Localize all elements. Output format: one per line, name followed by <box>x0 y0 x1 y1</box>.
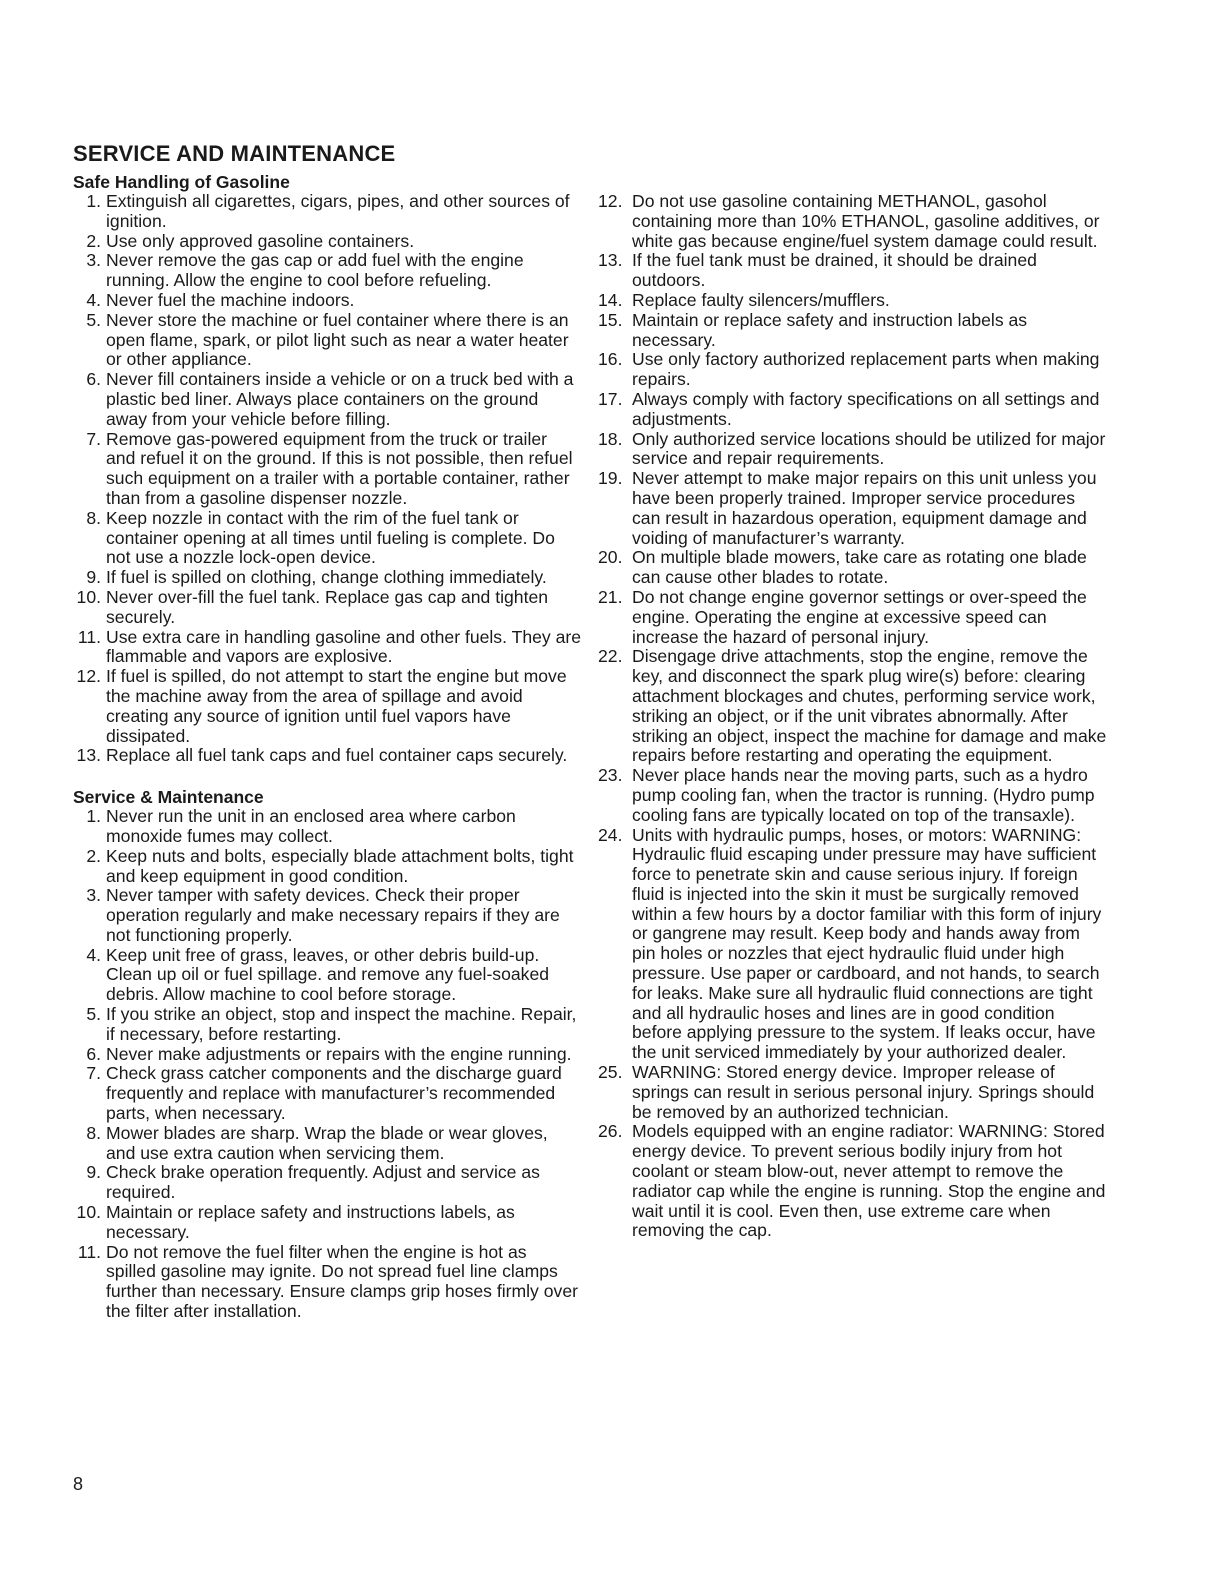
list-item <box>73 192 581 232</box>
list-item <box>598 430 1108 470</box>
list-item <box>598 1063 1108 1122</box>
item-text: Mower blades are sharp. Wrap the blade or wear gloves, and use extra caution when servicing them. <box>106 1122 548 1163</box>
item-text: Never attempt to make major repairs on this unit unless you have been properly trained. Improper service procedures can result in hazardous operation, equipment damage and voiding of manufacturer’s warranty. <box>632 468 1097 548</box>
list-item <box>73 1064 581 1123</box>
item-number: 26. <box>598 1121 623 1142</box>
list-item <box>73 1124 581 1164</box>
item-number: 7. <box>86 428 101 449</box>
item-text: Use only factory authorized replacement parts when making repairs. <box>632 349 1100 390</box>
item-text: Never place hands near the moving parts, such as a hydro pump cooling fan, when the tractor is running. (Hydro pump cooling fans are typically located on top of the transaxle). <box>632 765 1095 825</box>
item-number: 11. <box>77 1241 101 1262</box>
item-number: 3. <box>86 250 101 271</box>
item-number: 15. <box>598 309 623 330</box>
item-text: Never fuel the machine indoors. <box>106 289 355 310</box>
item-text: Use extra care in handling gasoline and other fuels. They are flammable and vapors are explosive. <box>106 626 581 667</box>
item-number: 4. <box>86 289 101 310</box>
list-item <box>598 826 1108 1064</box>
item-text: Replace faulty silencers/mufflers. <box>632 289 890 310</box>
list-item <box>598 548 1108 588</box>
item-number: 9. <box>86 567 101 588</box>
item-number: 8. <box>86 507 101 528</box>
item-number: 3. <box>86 885 101 906</box>
list-item <box>73 311 581 370</box>
list-item <box>598 390 1108 430</box>
item-text: Check grass catcher components and the discharge guard frequently and replace with manufacturer’s recommended parts, when necessary. <box>106 1063 562 1124</box>
list-item <box>73 251 581 291</box>
list-item <box>73 886 581 945</box>
item-text: Never run the unit in an enclosed area where carbon monoxide fumes may collect. <box>106 806 516 846</box>
item-number: 5. <box>86 309 101 330</box>
list-item <box>73 807 581 847</box>
list-item <box>73 430 581 509</box>
item-number: 2. <box>86 230 101 251</box>
item-text: Never tamper with safety devices. Check their proper operation regularly and make necessary repairs if they are not functioning properly. <box>106 885 560 945</box>
item-text: Do not change engine governor settings or over-speed the engine. Operating the engine at excessive speed can increase the hazard of personal injury. <box>632 586 1087 647</box>
gasoline-heading: Safe Handling of Gasoline <box>73 172 290 192</box>
list-item <box>598 350 1108 390</box>
item-text: Never over-fill the fuel tank. Replace gas cap and tighten securely. <box>106 586 549 627</box>
item-number: 5. <box>86 1004 101 1025</box>
list-item <box>598 647 1108 766</box>
list-item <box>73 746 581 766</box>
list-item <box>73 588 581 628</box>
list-item <box>598 311 1108 351</box>
item-text: Replace all fuel tank caps and fuel container caps securely. <box>106 745 568 766</box>
item-number: 16. <box>598 349 623 370</box>
item-number: 6. <box>86 1043 101 1064</box>
list-item <box>598 291 1108 311</box>
item-text: Extinguish all cigarettes, cigars, pipes, and other sources of ignition. <box>106 191 570 231</box>
item-number: 1. <box>86 191 101 211</box>
item-number: 8. <box>86 1122 101 1143</box>
list-item <box>598 1122 1108 1241</box>
item-text: Keep nozzle in contact with the rim of the fuel tank or container opening at all times until fueling is complete. Do not use a nozzle lock-open device. <box>106 507 555 568</box>
item-text: Only authorized service locations should be utilized for major service and repair requirements. <box>632 428 1106 469</box>
item-number: 13. <box>598 250 623 271</box>
list-item <box>73 1203 581 1243</box>
item-number: 11. <box>77 626 101 647</box>
item-number: 25. <box>598 1062 623 1083</box>
section-gap <box>73 766 581 787</box>
item-text: Remove gas-powered equipment from the truck or trailer and refuel it on the ground. If this is not possible, then refuel such equipment on a trailer with a portable container, rather than from a gasoline dispenser nozzle. <box>106 428 573 508</box>
item-number: 1. <box>86 806 101 827</box>
item-text: Do not remove the fuel filter when the engine is hot as spilled gasoline may ignite. Do not spread fuel line clamps further than necessary. Ensure clamps grip hoses firmly over the filter after installation. <box>106 1241 578 1322</box>
item-text: Disengage drive attachments, stop the engine, remove the key, and disconnect the spark plug wire(s) before: clearing attachment blockages and chutes, performing service work, striking an object, or if the unit vibrates abnormally. After striking an object, inspect the machine for damage and make repairs before restarting and operating the equipment. <box>632 646 1107 766</box>
list-item <box>598 192 1108 251</box>
item-number: 12. <box>76 666 101 687</box>
item-text: Never fill containers inside a vehicle or on a truck bed with a plastic bed liner. Always place containers on the ground away from your vehicle before filling. <box>106 369 574 429</box>
maintenance-heading: Service & Maintenance <box>73 787 264 808</box>
list-item <box>73 847 581 887</box>
list-item <box>73 509 581 568</box>
item-number: 14. <box>598 289 623 310</box>
right-column <box>598 192 1108 1241</box>
item-text: Never store the machine or fuel container where there is an open flame, spark, or pilot light such as near a water heater or other appliance. <box>106 309 569 370</box>
item-text: Never remove the gas cap or add fuel with the engine running. Allow the engine to cool before refueling. <box>106 250 524 291</box>
list-item <box>73 1163 581 1203</box>
item-number: 2. <box>86 845 101 866</box>
list-item <box>73 291 581 311</box>
item-number: 21. <box>598 586 623 607</box>
item-number: 18. <box>598 428 623 449</box>
item-number: 10. <box>76 1202 101 1223</box>
list-item <box>73 232 581 252</box>
item-text: Maintain or replace safety and instructions labels, as necessary. <box>106 1202 515 1242</box>
list-item <box>598 766 1108 825</box>
item-text: If you strike an object, stop and inspect the machine. Repair, if necessary, before restarting. <box>106 1004 577 1044</box>
list-item <box>598 469 1108 548</box>
item-text: Never make adjustments or repairs with the engine running. <box>106 1043 572 1064</box>
item-number: 13. <box>76 745 101 766</box>
item-text: Units with hydraulic pumps, hoses, or motors: WARNING: Hydraulic fluid escaping under pressure may have sufficient force to penetrate skin and cause serious injury. If foreign fluid is injected into the skin it must be surgically removed within a few hours by a doctor familiar with this form of injury or gangrene may result. Keep body and hands away from pin holes or nozzles that eject hydraulic fluid under high pressure. Use paper or cardboard, and not hands, to search for leaks. Make sure all hydraulic fluid connections are tight and all hydraulic hoses and lines are in good condition before applying pressure to the system. If leaks occur, have the unit serviced immediately by your authorized dealer. <box>632 824 1102 1063</box>
item-text: Maintain or replace safety and instruction labels as necessary. <box>632 309 1028 350</box>
list-item <box>73 946 581 1005</box>
page-title: SERVICE AND MAINTENANCE <box>73 141 396 166</box>
item-number: 9. <box>86 1162 101 1183</box>
maintenance-list-part-2 <box>598 192 1108 1241</box>
item-number: 22. <box>598 646 623 667</box>
item-number: 6. <box>86 369 101 390</box>
left-column <box>73 172 581 1322</box>
item-text: Models equipped with an engine radiator: WARNING: Stored energy device. To prevent serious bodily injury from hot coolant or steam blow-out, never attempt to remove the radiator cap while the engine is running. Stop the engine and wait until it is cool. Even then, use extreme care when removing the cap. <box>632 1121 1106 1241</box>
item-number: 17. <box>598 388 623 409</box>
list-item <box>598 588 1108 647</box>
item-text: WARNING: Stored energy device. Improper release of springs can result in serious personal injury. Springs should be removed by an authorized technician. <box>632 1062 1095 1122</box>
item-number: 7. <box>86 1063 101 1084</box>
item-number: 23. <box>598 765 623 786</box>
item-text: Do not use gasoline containing METHANOL, gasohol containing more than 10% ETHANOL, gasoline additives, or white gas because engine/fuel system damage could result. <box>632 191 1100 251</box>
item-number: 10. <box>76 586 101 607</box>
item-text: If fuel is spilled on clothing, change clothing immediately. <box>106 567 547 588</box>
item-number: 24. <box>598 824 623 845</box>
item-number: 20. <box>598 547 623 568</box>
gasoline-list <box>73 192 581 766</box>
item-text: Always comply with factory specifications on all settings and adjustments. <box>632 388 1100 429</box>
item-text: Keep nuts and bolts, especially blade attachment bolts, tight and keep equipment in good condition. <box>106 845 574 886</box>
list-item <box>598 251 1108 291</box>
item-text: Keep unit free of grass, leaves, or other debris build-up. Clean up oil or fuel spillage. and remove any fuel-soaked debris. Allow machine to cool before storage. <box>106 944 550 1005</box>
list-item <box>73 628 581 668</box>
item-text: Use only approved gasoline containers. <box>106 230 415 251</box>
item-number: 4. <box>86 944 101 965</box>
list-item <box>73 1045 581 1065</box>
list-item <box>73 568 581 588</box>
item-number: 19. <box>598 468 623 489</box>
list-item <box>73 667 581 746</box>
list-item <box>73 1005 581 1045</box>
item-text: If the fuel tank must be drained, it should be drained outdoors. <box>632 250 1037 291</box>
item-text: Check brake operation frequently. Adjust and service as required. <box>106 1162 540 1203</box>
maintenance-list-part-1 <box>73 807 581 1322</box>
list-item <box>73 370 581 429</box>
item-text: If fuel is spilled, do not attempt to start the engine but move the machine away from the area of spillage and avoid creating any source of ignition until fuel vapors have dissipated. <box>106 666 567 746</box>
page-number: 8 <box>73 1474 84 1494</box>
item-number: 12. <box>598 191 623 211</box>
list-item <box>73 1243 581 1322</box>
item-text: On multiple blade mowers, take care as rotating one blade can cause other blades to rotate. <box>632 547 1087 588</box>
